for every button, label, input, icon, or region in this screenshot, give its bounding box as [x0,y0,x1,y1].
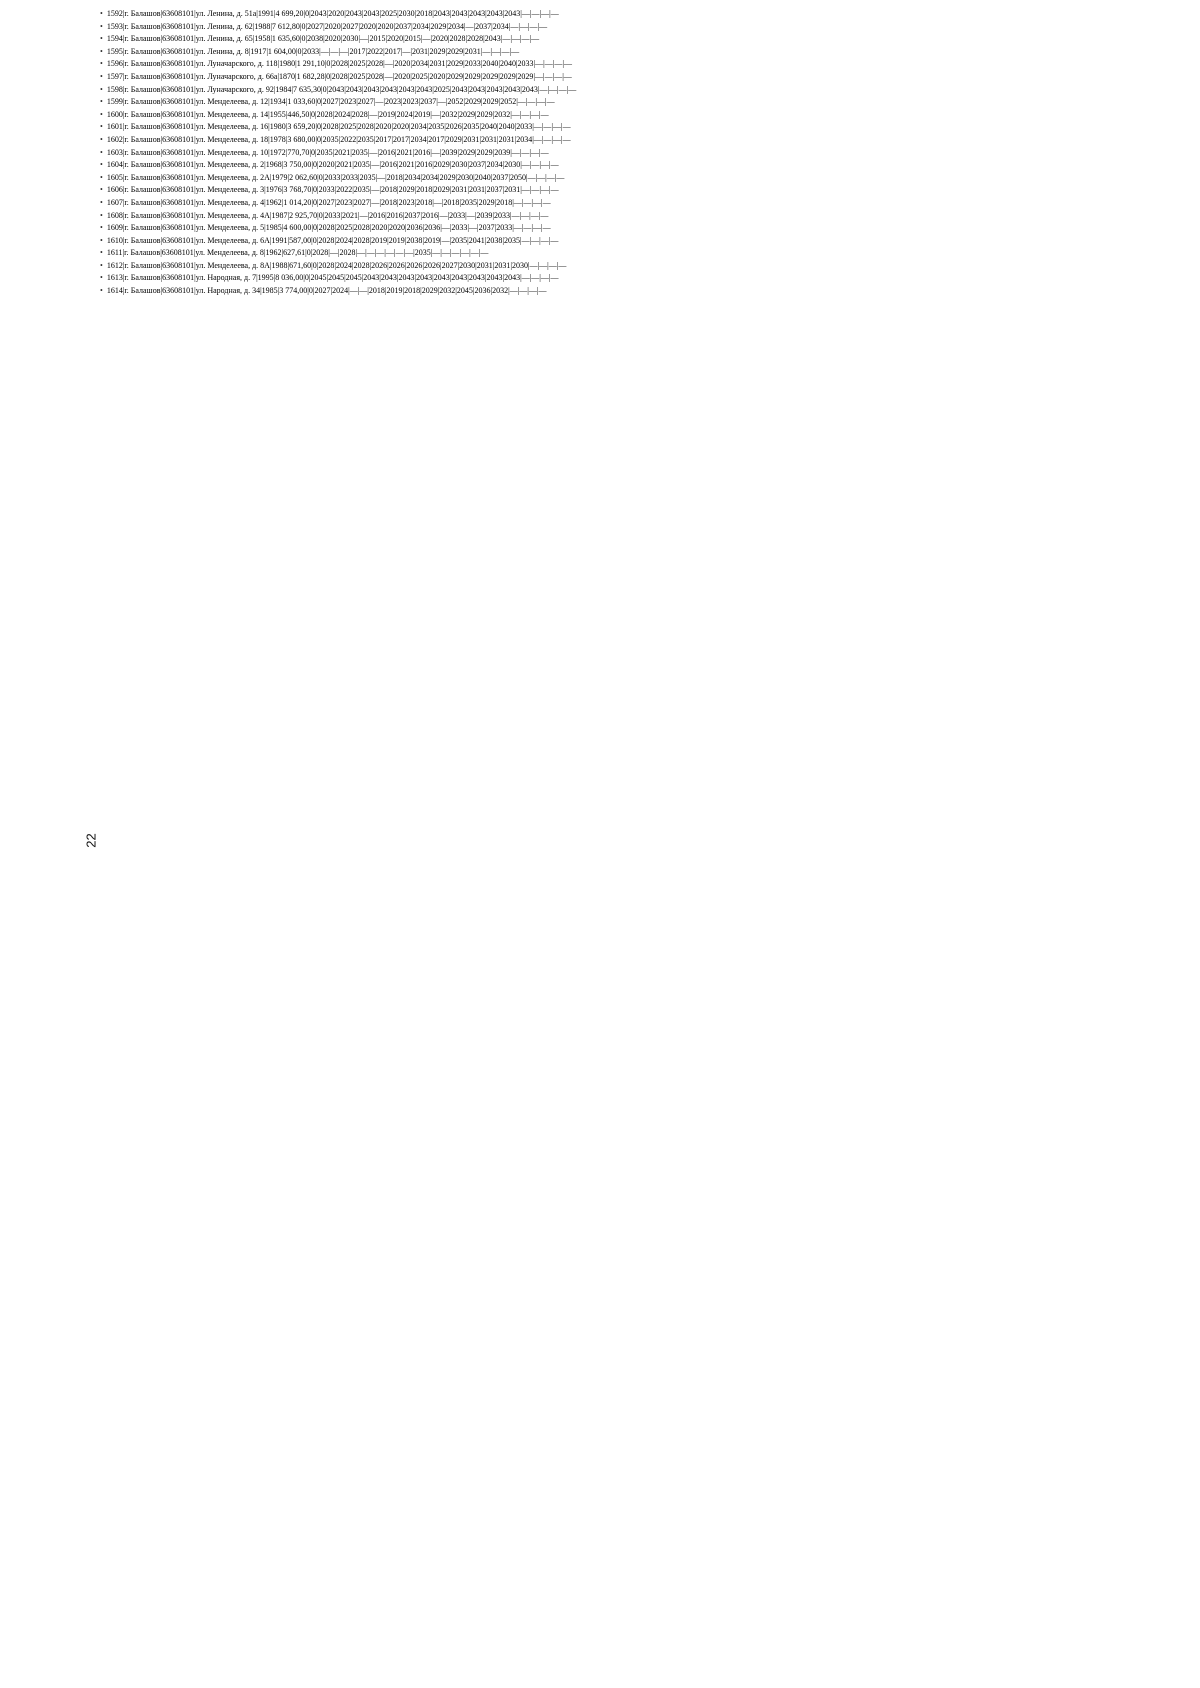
row-text: 1595|г. Балашов|63608101|ул. Ленина, д. 8|1917|1 604,00|0|2033|—|—|—|2017|2022|2017|—|2031|2029|2029|2031|—|—|—|— [106,46,520,56]
row-text: 1609|г. Балашов|63608101|ул. Менделеева, д. 5|1985|4 600,00|0|2028|2025|2028|2020|2020|2036|2036|—|2033|—|2037|2033|—|—|—|— [106,223,551,233]
table-row: • 1593|г. Балашов|63608101|ул. Ленина, д. 62|1988|7 612,80|0|2027|2020|2027|2020|2020|2037|2034|2029|2034|—|2037|2034|—|—|—|— [100,21,1170,34]
row-text: 1597|г. Балашов|63608101|ул. Луначарского, д. 66а|1870|1 682,28|0|2028|2025|2028|—|2020|2025|2020|2029|2029|2029|2029|2029|—|—|—|— [106,71,572,81]
row-text: 1605|г. Балашов|63608101|ул. Менделеева, д. 2А|1979|2 062,60|0|2033|2033|2035|—|2018|2034|2034|2029|2030|2040|2037|2050|—|—|—|— [106,172,565,182]
table-row: • 1594|г. Балашов|63608101|ул. Ленина, д. 65|1958|1 635,60|0|2038|2020|2030|—|2015|2020|2015|—|2020|2028|2028|2043|—|—|—|— [100,33,1170,46]
row-text: 1596|г. Балашов|63608101|ул. Луначарского, д. 118|1980|1 291,10|0|2028|2025|2028|—|2020|2034|2031|2029|2033|2040|2040|2033|—|—|—|— [106,59,572,69]
table-row: • 1599|г. Балашов|63608101|ул. Менделеева, д. 12|1934|1 033,60|0|2027|2023|2027|—|2023|2023|2037|—|2052|2029|2029|2052|—|—|—|— [100,96,1170,109]
row-text: 1592|г. Балашов|63608101|ул. Ленина, д. 51а|1991|4 699,20|0|2043|2020|2043|2043|2025|2030|2018|2043|2043|2043|2043|2043|—|—|—|— [106,9,559,18]
table-row: • 1598|г. Балашов|63608101|ул. Луначарского, д. 92|1984|7 635,30|0|2043|2043|2043|2043|2043|2043|2025|2043|2043|2043|2043|2043|—|—|—|— [100,84,1170,97]
table-row: • 1595|г. Балашов|63608101|ул. Ленина, д. 8|1917|1 604,00|0|2033|—|—|—|2017|2022|2017|—|2031|2029|2029|2031|—|—|—|— [100,46,1170,59]
row-text: 1593|г. Балашов|63608101|ул. Ленина, д. 62|1988|7 612,80|0|2027|2020|2027|2020|2020|2037|2034|2029|2034|—|2037|2034|—|—|—|— [106,21,548,31]
table-row: • 1607|г. Балашов|63608101|ул. Менделеева, д. 4|1962|1 014,20|0|2027|2023|2027|—|2018|2023|2018|—|2018|2035|2029|2018|—|—|—|— [100,197,1170,210]
table-row: • 1603|г. Балашов|63608101|ул. Менделеева, д. 10|1972|770,70|0|2035|2021|2035|—|2016|2021|2016|—|2039|2029|2029|2039|—|—|—|— [100,147,1170,160]
table-row: • 1608|г. Балашов|63608101|ул. Менделеева, д. 4А|1987|2 925,70|0|2033|2021|—|2016|2016|2037|2016|—|2033|—|2039|2033|—|—|—|— [100,210,1170,223]
building-register [100,8,1170,1688]
table-row: • 1600|г. Балашов|63608101|ул. Менделеева, д. 14|1955|446,50|0|2028|2024|2028|—|2019|2024|2019|—|2032|2029|2029|2032|—|—|—|— [100,109,1170,122]
table-row: • 1612|г. Балашов|63608101|ул. Менделеева, д. 8А|1988|671,60|0|2028|2024|2028|2026|2026|2026|2026|2027|2030|2031|2031|2030|—|—|—|— [100,260,1170,273]
table-row: • 1604|г. Балашов|63608101|ул. Менделеева, д. 2|1968|3 750,00|0|2020|2021|2035|—|2016|2021|2016|2029|2030|2037|2034|2030|—|—|—|— [100,159,1170,172]
row-text: 1598|г. Балашов|63608101|ул. Луначарского, д. 92|1984|7 635,30|0|2043|2043|2043|2043|2043|2043|2025|2043|2043|2043|2043|2043|—|—|—|— [106,84,577,94]
row-text: 1594|г. Балашов|63608101|ул. Ленина, д. 65|1958|1 635,60|0|2038|2020|2030|—|2015|2020|2015|—|2020|2028|2028|2043|—|—|—|— [106,34,540,44]
table-row: • 1592|г. Балашов|63608101|ул. Ленина, д. 51а|1991|4 699,20|0|2043|2020|2043|2043|2025|2030|2018|2043|2043|2043|2043|2043|—|—|—|— [100,8,1170,21]
row-text: 1601|г. Балашов|63608101|ул. Менделеева, д. 16|1980|3 659,20|0|2028|2025|2028|2020|2020|2034|2035|2026|2035|2040|2040|2033|—|—|—|— [106,122,571,132]
table-row: • 1602|г. Балашов|63608101|ул. Менделеева, д. 18|1978|3 680,00|0|2035|2022|2035|2017|2017|2034|2017|2029|2031|2031|2031|2034|—|—|—|— [100,134,1170,147]
row-text: 1608|г. Балашов|63608101|ул. Менделеева, д. 4А|1987|2 925,70|0|2033|2021|—|2016|2016|2037|2016|—|2033|—|2039|2033|—|—|—|— [106,210,549,220]
row-text: 1602|г. Балашов|63608101|ул. Менделеева, д. 18|1978|3 680,00|0|2035|2022|2035|2017|2017|2034|2017|2029|2031|2031|2031|2034|—|—|—|— [106,134,571,144]
row-text: 1600|г. Балашов|63608101|ул. Менделеева, д. 14|1955|446,50|0|2028|2024|2028|—|2019|2024|2019|—|2032|2029|2029|2032|—|—|—|— [106,109,549,119]
page-number: 22 [83,833,99,848]
row-text: 1599|г. Балашов|63608101|ул. Менделеева, д. 12|1934|1 033,60|0|2027|2023|2027|—|2023|2023|2037|—|2052|2029|2029|2052|—|—|—|— [106,97,555,107]
table-row: • 1609|г. Балашов|63608101|ул. Менделеева, д. 5|1985|4 600,00|0|2028|2025|2028|2020|2020|2036|2036|—|2033|—|2037|2033|—|—|—|— [100,222,1170,235]
table-row: • 1597|г. Балашов|63608101|ул. Луначарского, д. 66а|1870|1 682,28|0|2028|2025|2028|—|2020|2025|2020|2029|2029|2029|2029|2029|—|—|—|— [100,71,1170,84]
row-text: 1606|г. Балашов|63608101|ул. Менделеева, д. 3|1976|3 768,70|0|2033|2022|2035|—|2018|2029|2018|2029|2031|2031|2037|2031|—|—|—|— [106,185,559,195]
row-text: 1604|г. Балашов|63608101|ул. Менделеева, д. 2|1968|3 750,00|0|2020|2021|2035|—|2016|2021|2016|2029|2030|2037|2034|2030|—|—|—|— [106,160,559,170]
row-text: 1607|г. Балашов|63608101|ул. Менделеева, д. 4|1962|1 014,20|0|2027|2023|2027|—|2018|2023|2018|—|2018|2035|2029|2018|—|—|—|— [106,197,551,207]
table-row: • 1596|г. Балашов|63608101|ул. Луначарского, д. 118|1980|1 291,10|0|2028|2025|2028|—|2020|2034|2031|2029|2033|2040|2040|2033|—|—|—|— [100,58,1170,71]
table-row: • 1601|г. Балашов|63608101|ул. Менделеева, д. 16|1980|3 659,20|0|2028|2025|2028|2020|2020|2034|2035|2026|2035|2040|2040|2033|—|—|—|— [100,121,1170,134]
register-rotated-block [100,8,1170,1688]
table-row: • 1606|г. Балашов|63608101|ул. Менделеева, д. 3|1976|3 768,70|0|2033|2022|2035|—|2018|2029|2018|2029|2031|2031|2037|2031|—|—|—|— [100,184,1170,197]
table-row: • 1614|г. Балашов|63608101|ул. Народная, д. 34|1985|3 774,00|0|2027|2024|—|—|2018|2019|2018|2029|2032|2045|2036|2032|—|—|—|— [100,285,1170,298]
table-row: • 1611|г. Балашов|63608101|ул. Менделеева, д. 8|1962|627,61|0|2028|—|2028|—|—|—|—|—|—|2035|—|—|—|—|—|— [100,247,1170,260]
row-text: 1603|г. Балашов|63608101|ул. Менделеева, д. 10|1972|770,70|0|2035|2021|2035|—|2016|2021|2016|—|2039|2029|2029|2039|—|—|—|— [106,147,549,157]
table-row: • 1610|г. Балашов|63608101|ул. Менделеева, д. 6А|1991|587,00|0|2028|2024|2028|2019|2019|2038|2019|—|2035|2041|2038|2035|—|—|—|— [100,235,1170,248]
row-text: 1612|г. Балашов|63608101|ул. Менделеева, д. 8А|1988|671,60|0|2028|2024|2028|2026|2026|2026|2026|2027|2030|2031|2031|2030|—|—|—|— [106,260,567,270]
row-text: 1614|г. Балашов|63608101|ул. Народная, д. 34|1985|3 774,00|0|2027|2024|—|—|2018|2019|2018|2029|2032|2045|2036|2032|—|—|—|— [106,286,547,296]
row-text: 1613|г. Балашов|63608101|ул. Народная, д. 7|1995|8 036,00|0|2045|2045|2045|2043|2043|2043|2043|2043|2043|2043|2043|2043|—|—|—|— [106,273,559,283]
row-text: 1610|г. Балашов|63608101|ул. Менделеева, д. 6А|1991|587,00|0|2028|2024|2028|2019|2019|2038|2019|—|2035|2041|2038|2035|—|—|—|— [106,235,559,245]
row-text: 1611|г. Балашов|63608101|ул. Менделеева, д. 8|1962|627,61|0|2028|—|2028|—|—|—|—|—|—|2035|—|—|—|—|—|— [106,248,489,258]
table-row: • 1613|г. Балашов|63608101|ул. Народная, д. 7|1995|8 036,00|0|2045|2045|2045|2043|2043|2043|2043|2043|2043|2043|2043|2043|—|—|—|— [100,272,1170,285]
table-row: • 1605|г. Балашов|63608101|ул. Менделеева, д. 2А|1979|2 062,60|0|2033|2033|2035|—|2018|2034|2034|2029|2030|2040|2037|2050|—|—|—|— [100,172,1170,185]
